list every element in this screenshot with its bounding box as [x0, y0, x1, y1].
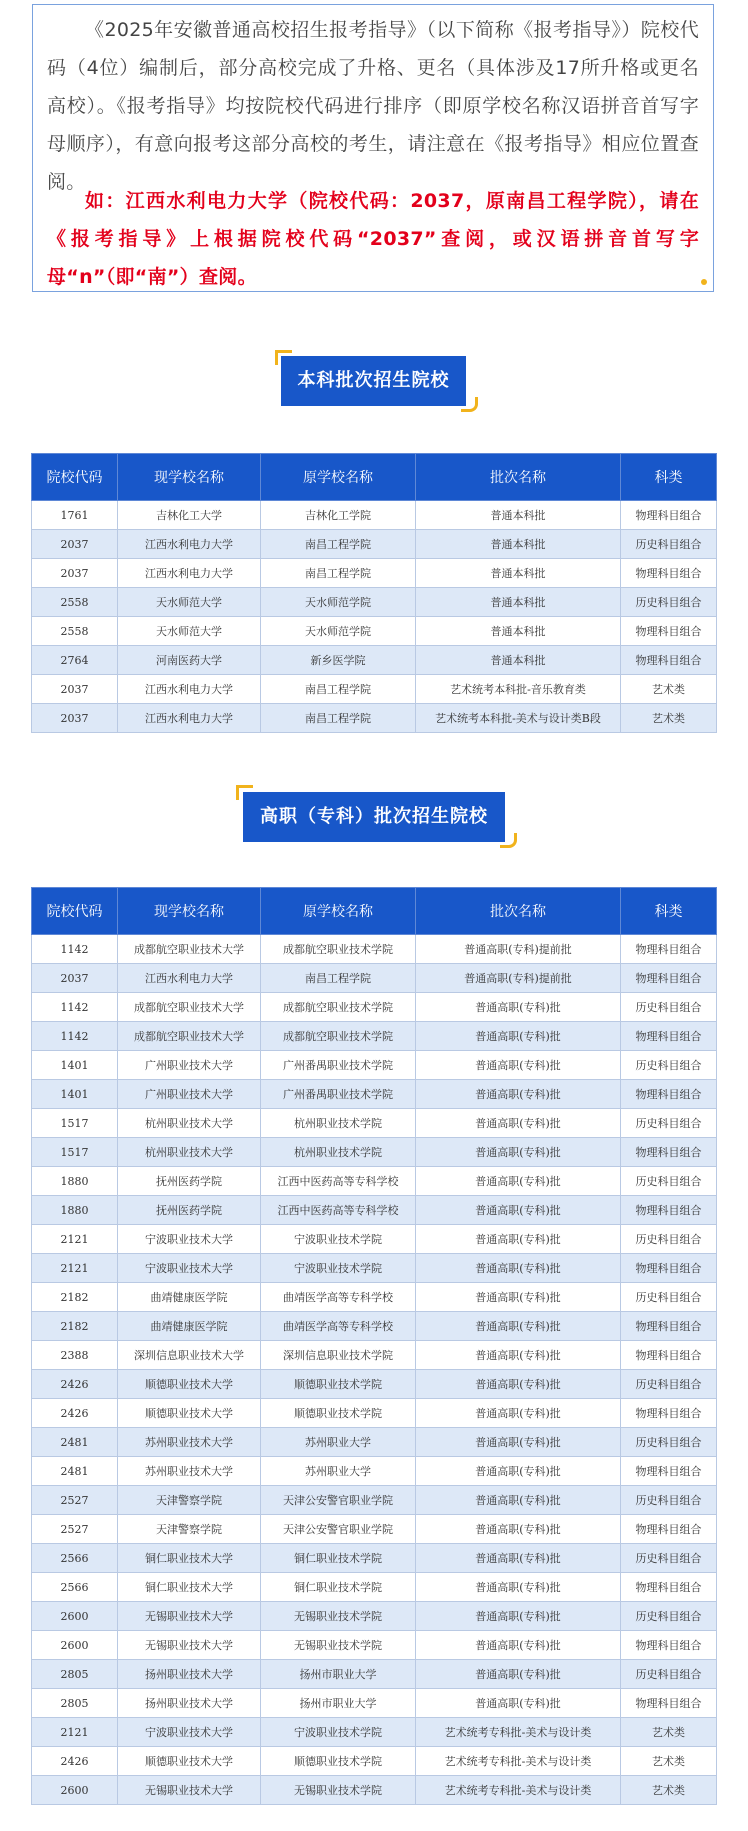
table-row	[32, 1312, 717, 1341]
table-cell: 广州职业技术大学	[118, 1080, 261, 1109]
table-cell: 普通高职(专科)批	[416, 1631, 621, 1660]
table-cell: 历史科目组合	[621, 1167, 717, 1196]
table-row	[32, 559, 717, 588]
table-row	[32, 1196, 717, 1225]
table-cell: 1880	[32, 1167, 118, 1196]
table-cell: 物理科目组合	[621, 1138, 717, 1167]
table-cell: 艺术统考本科批-美术与设计类B段	[416, 704, 621, 733]
table-cell: 2426	[32, 1399, 118, 1428]
table-cell: 铜仁职业技术学院	[261, 1544, 416, 1573]
table-cell: 普通本科批	[416, 559, 621, 588]
table-cell: 河南医药大学	[118, 646, 261, 675]
table-cell: 普通高职(专科)批	[416, 1544, 621, 1573]
table-cell: 南昌工程学院	[261, 559, 416, 588]
table-cell: 天水师范学院	[261, 617, 416, 646]
table-cell: 天津公安警官职业学院	[261, 1486, 416, 1515]
table-cell: 普通高职(专科)提前批	[416, 964, 621, 993]
table-cell: 宁波职业技术大学	[118, 1254, 261, 1283]
table-cell: 天津公安警官职业学院	[261, 1515, 416, 1544]
table-cell: 普通高职(专科)提前批	[416, 935, 621, 964]
table-row	[32, 1602, 717, 1631]
table-cell: 扬州市职业大学	[261, 1689, 416, 1718]
table-cell: 1142	[32, 935, 118, 964]
table-cell: 普通高职(专科)批	[416, 1660, 621, 1689]
table-cell: 南昌工程学院	[261, 530, 416, 559]
table-cell: 2558	[32, 588, 118, 617]
column-header: 院校代码	[32, 454, 118, 501]
table-row	[32, 964, 717, 993]
table-cell: 江西水利电力大学	[118, 964, 261, 993]
table-cell: 扬州市职业大学	[261, 1660, 416, 1689]
table-cell: 顺德职业技术学院	[261, 1370, 416, 1399]
table-cell: 物理科目组合	[621, 559, 717, 588]
table-cell: 历史科目组合	[621, 1225, 717, 1254]
table-cell: 广州职业技术大学	[118, 1051, 261, 1080]
table-cell: 苏州职业大学	[261, 1457, 416, 1486]
table-row	[32, 1457, 717, 1486]
table-cell: 物理科目组合	[621, 1573, 717, 1602]
table-cell: 1401	[32, 1080, 118, 1109]
table-cell: 艺术类	[621, 675, 717, 704]
table-cell: 南昌工程学院	[261, 675, 416, 704]
table-cell: 历史科目组合	[621, 530, 717, 559]
table-cell: 2764	[32, 646, 118, 675]
table-cell: 成都航空职业技术大学	[118, 935, 261, 964]
table-cell: 普通高职(专科)批	[416, 1138, 621, 1167]
table-cell: 曲靖健康医学院	[118, 1283, 261, 1312]
table-cell: 物理科目组合	[621, 1312, 717, 1341]
table-row	[32, 935, 717, 964]
table-cell: 天津警察学院	[118, 1515, 261, 1544]
table-cell: 1761	[32, 501, 118, 530]
table-row	[32, 1747, 717, 1776]
table-cell: 普通高职(专科)批	[416, 1283, 621, 1312]
table-cell: 2805	[32, 1689, 118, 1718]
table-cell: 无锡职业技术大学	[118, 1631, 261, 1660]
table-cell: 杭州职业技术学院	[261, 1138, 416, 1167]
table-cell: 物理科目组合	[621, 617, 717, 646]
table-row	[32, 588, 717, 617]
table-cell: 2037	[32, 675, 118, 704]
table-cell: 2527	[32, 1486, 118, 1515]
section-title-undergrad: 本科批次招生院校	[281, 356, 466, 406]
table-cell: 2121	[32, 1225, 118, 1254]
table-row	[32, 1283, 717, 1312]
section-title-vocational: 高职（专科）批次招生院校	[243, 792, 505, 842]
table-cell: 成都航空职业技术大学	[118, 993, 261, 1022]
table-cell: 普通高职(专科)批	[416, 1399, 621, 1428]
table-row	[32, 1544, 717, 1573]
table-cell: 广州番禺职业技术学院	[261, 1080, 416, 1109]
table-cell: 天水师范大学	[118, 617, 261, 646]
table-cell: 无锡职业技术大学	[118, 1776, 261, 1805]
table-cell: 吉林化工学院	[261, 501, 416, 530]
table-cell: 抚州医药学院	[118, 1196, 261, 1225]
table-cell: 普通高职(专科)批	[416, 1341, 621, 1370]
table-cell: 艺术统考专科批-美术与设计类	[416, 1747, 621, 1776]
table-row	[32, 1776, 717, 1805]
table-cell: 历史科目组合	[621, 1051, 717, 1080]
table-cell: 吉林化工大学	[118, 501, 261, 530]
table-cell: 普通高职(专科)批	[416, 1254, 621, 1283]
bracket-decoration-icon	[461, 397, 478, 412]
table-row	[32, 1341, 717, 1370]
table-cell: 艺术统考专科批-美术与设计类	[416, 1718, 621, 1747]
table-cell: 南昌工程学院	[261, 964, 416, 993]
table-cell: 顺德职业技术大学	[118, 1370, 261, 1399]
table-cell: 1517	[32, 1138, 118, 1167]
table-row	[32, 993, 717, 1022]
table-cell: 深圳信息职业技术学院	[261, 1341, 416, 1370]
table-cell: 杭州职业技术大学	[118, 1138, 261, 1167]
table-cell: 历史科目组合	[621, 1370, 717, 1399]
table-cell: 2527	[32, 1515, 118, 1544]
column-header: 批次名称	[416, 454, 621, 501]
table-cell: 物理科目组合	[621, 964, 717, 993]
table-cell: 苏州职业技术大学	[118, 1428, 261, 1457]
table-cell: 物理科目组合	[621, 1515, 717, 1544]
table-cell: 普通高职(专科)批	[416, 1312, 621, 1341]
table-cell: 新乡医学院	[261, 646, 416, 675]
table-cell: 顺德职业技术学院	[261, 1747, 416, 1776]
table-cell: 1880	[32, 1196, 118, 1225]
table-cell: 物理科目组合	[621, 1399, 717, 1428]
table-cell: 曲靖医学高等专科学校	[261, 1283, 416, 1312]
table-cell: 2037	[32, 704, 118, 733]
table-row	[32, 1370, 717, 1399]
column-header: 批次名称	[416, 888, 621, 935]
table-cell: 物理科目组合	[621, 1022, 717, 1051]
table-cell: 宁波职业技术学院	[261, 1718, 416, 1747]
table-row	[32, 704, 717, 733]
table-cell: 2037	[32, 559, 118, 588]
column-header: 科类	[621, 454, 717, 501]
table-row	[32, 1515, 717, 1544]
vocational-table	[31, 887, 717, 1805]
table-cell: 苏州职业大学	[261, 1428, 416, 1457]
table-cell: 艺术统考专科批-美术与设计类	[416, 1776, 621, 1805]
table-cell: 2805	[32, 1660, 118, 1689]
table-row	[32, 1660, 717, 1689]
table-cell: 普通高职(专科)批	[416, 1225, 621, 1254]
table-cell: 物理科目组合	[621, 1457, 717, 1486]
table-row	[32, 1631, 717, 1660]
table-cell: 普通高职(专科)批	[416, 1022, 621, 1051]
table-cell: 物理科目组合	[621, 646, 717, 675]
table-cell: 铜仁职业技术大学	[118, 1573, 261, 1602]
column-header: 科类	[621, 888, 717, 935]
table-cell: 2600	[32, 1602, 118, 1631]
table-cell: 物理科目组合	[621, 1341, 717, 1370]
table-cell: 顺德职业技术大学	[118, 1747, 261, 1776]
table-header-row	[32, 454, 717, 501]
table-cell: 2037	[32, 530, 118, 559]
table-cell: 历史科目组合	[621, 1109, 717, 1138]
table-cell: 普通高职(专科)批	[416, 1486, 621, 1515]
table-cell: 2481	[32, 1457, 118, 1486]
table-header-row	[32, 888, 717, 935]
table-cell: 普通本科批	[416, 501, 621, 530]
table-cell: 物理科目组合	[621, 1254, 717, 1283]
table-row	[32, 1080, 717, 1109]
table-cell: 普通高职(专科)批	[416, 1428, 621, 1457]
table-cell: 扬州职业技术大学	[118, 1660, 261, 1689]
table-row	[32, 1167, 717, 1196]
table-cell: 普通高职(专科)批	[416, 1080, 621, 1109]
table-cell: 顺德职业技术大学	[118, 1399, 261, 1428]
table-cell: 杭州职业技术大学	[118, 1109, 261, 1138]
table-cell: 艺术类	[621, 1718, 717, 1747]
table-cell: 2558	[32, 617, 118, 646]
table-row	[32, 1225, 717, 1254]
table-cell: 2481	[32, 1428, 118, 1457]
table-cell: 物理科目组合	[621, 1689, 717, 1718]
table-cell: 2037	[32, 964, 118, 993]
column-header: 现学校名称	[118, 454, 261, 501]
table-cell: 2182	[32, 1312, 118, 1341]
table-cell: 普通本科批	[416, 617, 621, 646]
table-cell: 普通高职(专科)批	[416, 1573, 621, 1602]
table-cell: 天水师范大学	[118, 588, 261, 617]
table-cell: 宁波职业技术大学	[118, 1718, 261, 1747]
table-cell: 物理科目组合	[621, 1631, 717, 1660]
table-cell: 成都航空职业技术学院	[261, 935, 416, 964]
column-header: 现学校名称	[118, 888, 261, 935]
table-cell: 普通高职(专科)批	[416, 1515, 621, 1544]
table-cell: 2600	[32, 1631, 118, 1660]
table-cell: 江西水利电力大学	[118, 704, 261, 733]
table-row	[32, 1022, 717, 1051]
table-cell: 历史科目组合	[621, 1428, 717, 1457]
table-row	[32, 1689, 717, 1718]
corner-dot-icon	[701, 279, 707, 285]
table-cell: 历史科目组合	[621, 1486, 717, 1515]
table-cell: 宁波职业技术大学	[118, 1225, 261, 1254]
table-cell: 历史科目组合	[621, 1660, 717, 1689]
undergrad-table	[31, 453, 717, 733]
table-cell: 1401	[32, 1051, 118, 1080]
table-cell: 历史科目组合	[621, 588, 717, 617]
table-cell: 1142	[32, 1022, 118, 1051]
table-cell: 成都航空职业技术学院	[261, 1022, 416, 1051]
table-cell: 物理科目组合	[621, 1196, 717, 1225]
table-cell: 曲靖健康医学院	[118, 1312, 261, 1341]
table-cell: 历史科目组合	[621, 1283, 717, 1312]
table-cell: 普通高职(专科)批	[416, 1196, 621, 1225]
bracket-decoration-icon	[500, 833, 517, 848]
table-row	[32, 646, 717, 675]
table-cell: 铜仁职业技术学院	[261, 1573, 416, 1602]
notice-box	[32, 4, 714, 292]
table-cell: 1517	[32, 1109, 118, 1138]
table-cell: 江西水利电力大学	[118, 675, 261, 704]
notice-example: 如：江西水利电力大学（院校代码：2037，原南昌工程学院），请在《报考指导》上根据院校代码“2037”查阅，或汉语拼音首写字母“n”（即“南”）查阅。	[47, 190, 699, 288]
table-cell: 江西水利电力大学	[118, 559, 261, 588]
table-cell: 艺术类	[621, 704, 717, 733]
table-cell: 历史科目组合	[621, 1544, 717, 1573]
table-cell: 2388	[32, 1341, 118, 1370]
table-row	[32, 1399, 717, 1428]
table-cell: 普通高职(专科)批	[416, 1051, 621, 1080]
table-cell: 普通高职(专科)批	[416, 1109, 621, 1138]
column-header: 原学校名称	[261, 888, 416, 935]
table-cell: 深圳信息职业技术大学	[118, 1341, 261, 1370]
table-row	[32, 617, 717, 646]
table-cell: 普通高职(专科)批	[416, 1167, 621, 1196]
table-cell: 无锡职业技术学院	[261, 1631, 416, 1660]
table-cell: 艺术类	[621, 1747, 717, 1776]
table-cell: 天津警察学院	[118, 1486, 261, 1515]
table-row	[32, 1486, 717, 1515]
table-cell: 宁波职业技术学院	[261, 1225, 416, 1254]
table-cell: 普通本科批	[416, 530, 621, 559]
column-header: 原学校名称	[261, 454, 416, 501]
table-row	[32, 1718, 717, 1747]
table-cell: 2600	[32, 1776, 118, 1805]
table-cell: 艺术类	[621, 1776, 717, 1805]
table-cell: 普通高职(专科)批	[416, 993, 621, 1022]
table-cell: 2566	[32, 1544, 118, 1573]
table-cell: 物理科目组合	[621, 501, 717, 530]
table-cell: 普通高职(专科)批	[416, 1457, 621, 1486]
column-header: 院校代码	[32, 888, 118, 935]
table-cell: 顺德职业技术学院	[261, 1399, 416, 1428]
table-row	[32, 1254, 717, 1283]
table-cell: 普通本科批	[416, 588, 621, 617]
table-cell: 苏州职业技术大学	[118, 1457, 261, 1486]
table-cell: 江西中医药高等专科学校	[261, 1196, 416, 1225]
table-cell: 2182	[32, 1283, 118, 1312]
table-row	[32, 501, 717, 530]
table-row	[32, 675, 717, 704]
table-cell: 天水师范学院	[261, 588, 416, 617]
table-cell: 无锡职业技术大学	[118, 1602, 261, 1631]
table-cell: 2121	[32, 1718, 118, 1747]
table-cell: 普通高职(专科)批	[416, 1602, 621, 1631]
table-cell: 物理科目组合	[621, 1080, 717, 1109]
table-row	[32, 1573, 717, 1602]
table-cell: 铜仁职业技术大学	[118, 1544, 261, 1573]
table-cell: 抚州医药学院	[118, 1167, 261, 1196]
table-row	[32, 530, 717, 559]
table-cell: 2426	[32, 1747, 118, 1776]
table-row	[32, 1109, 717, 1138]
table-cell: 1142	[32, 993, 118, 1022]
table-cell: 普通高职(专科)批	[416, 1689, 621, 1718]
table-cell: 艺术统考本科批-音乐教育类	[416, 675, 621, 704]
table-cell: 江西中医药高等专科学校	[261, 1167, 416, 1196]
table-cell: 无锡职业技术学院	[261, 1602, 416, 1631]
table-cell: 普通高职(专科)批	[416, 1370, 621, 1399]
notice-paragraph: 《2025年安徽普通高校招生报考指导》（以下简称《报考指导》）院校代码（4位）编制后，部分高校完成了升格、更名（具体涉及17所升格或更名高校）。《报考指导》均按院校代码进行排序（即原学校名称汉语拼音首写字母顺序），有意向报考这部分高校的考生，请注意在《报考指导》相应位置查阅。	[47, 19, 699, 193]
table-cell: 广州番禺职业技术学院	[261, 1051, 416, 1080]
table-cell: 南昌工程学院	[261, 704, 416, 733]
table-cell: 宁波职业技术学院	[261, 1254, 416, 1283]
table-cell: 曲靖医学高等专科学校	[261, 1312, 416, 1341]
table-cell: 普通本科批	[416, 646, 621, 675]
table-cell: 2121	[32, 1254, 118, 1283]
table-cell: 成都航空职业技术大学	[118, 1022, 261, 1051]
table-cell: 物理科目组合	[621, 935, 717, 964]
table-cell: 2566	[32, 1573, 118, 1602]
table-cell: 江西水利电力大学	[118, 530, 261, 559]
table-row	[32, 1428, 717, 1457]
table-cell: 2426	[32, 1370, 118, 1399]
table-cell: 成都航空职业技术学院	[261, 993, 416, 1022]
table-cell: 历史科目组合	[621, 993, 717, 1022]
table-cell: 无锡职业技术学院	[261, 1776, 416, 1805]
table-cell: 杭州职业技术学院	[261, 1109, 416, 1138]
table-row	[32, 1051, 717, 1080]
table-cell: 历史科目组合	[621, 1602, 717, 1631]
table-row	[32, 1138, 717, 1167]
table-cell: 扬州职业技术大学	[118, 1689, 261, 1718]
